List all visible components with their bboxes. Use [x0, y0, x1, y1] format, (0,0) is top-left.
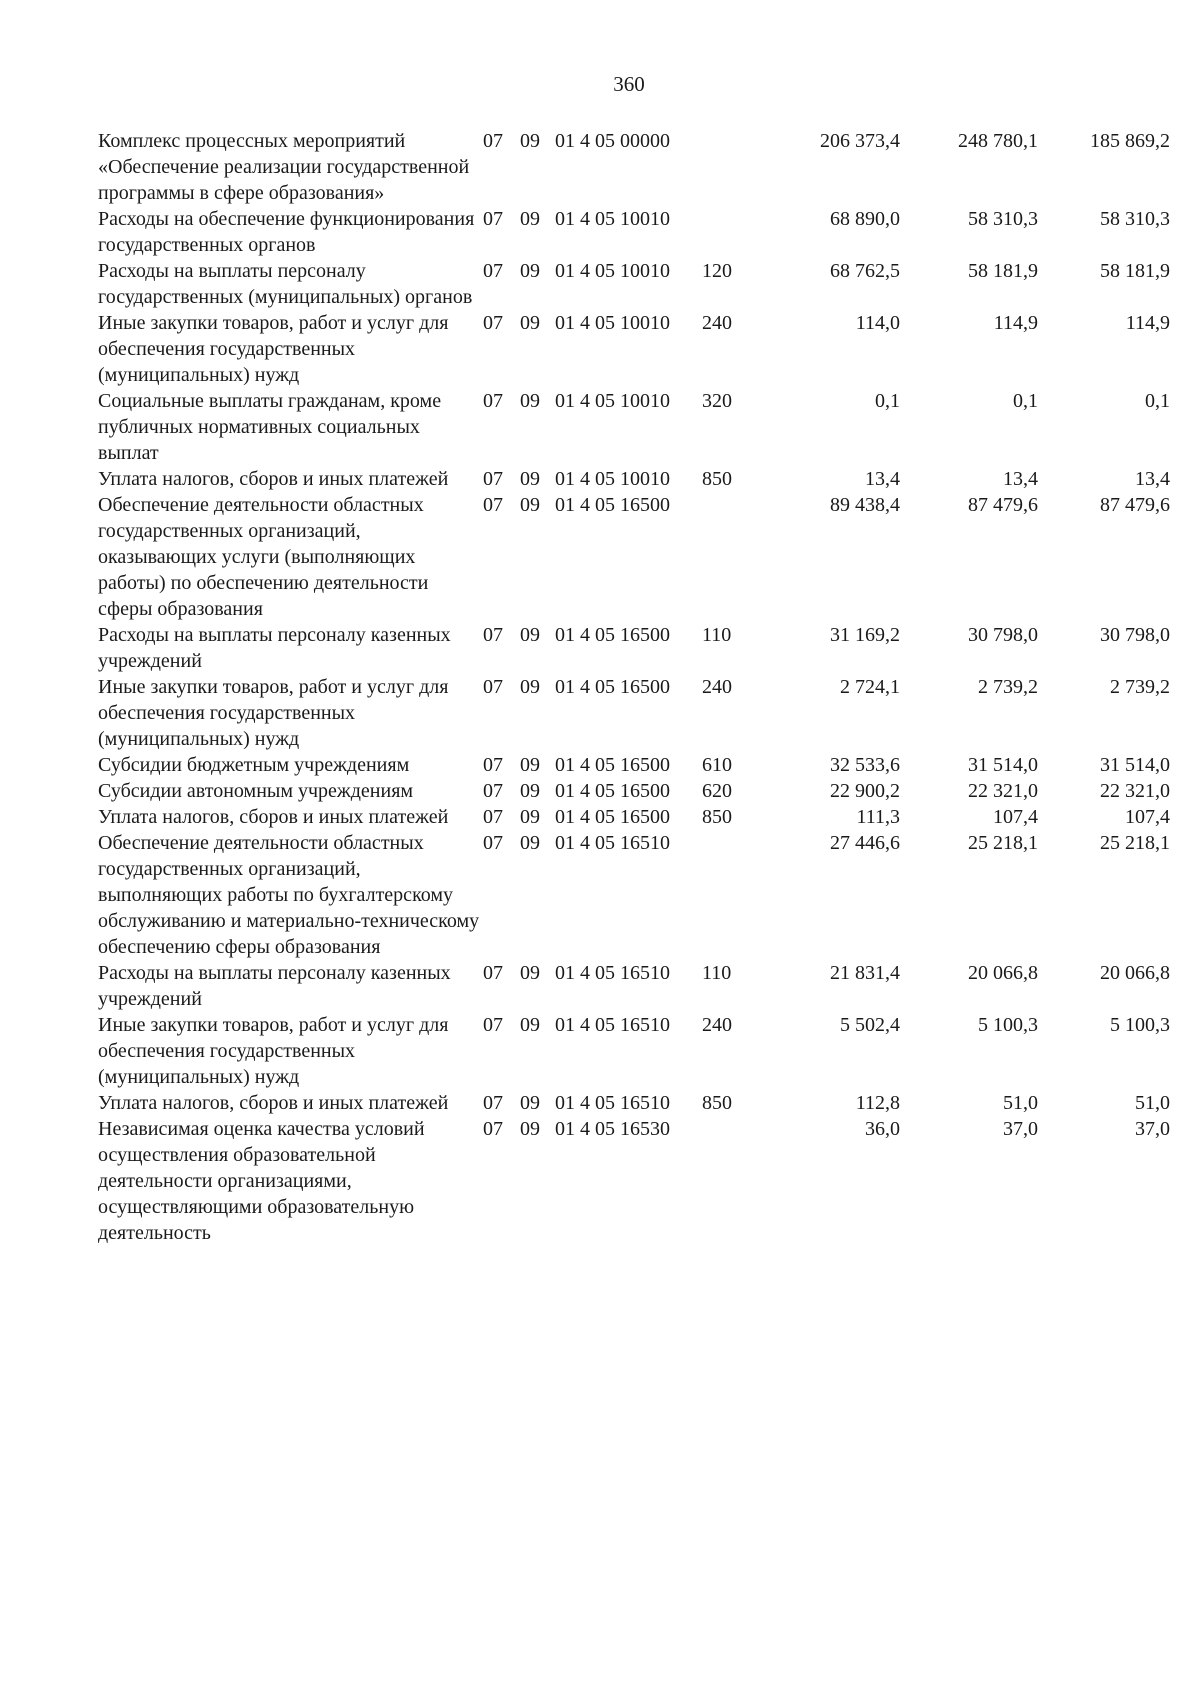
expense-type-code: 610 — [702, 754, 732, 776]
table-row — [98, 310, 1170, 388]
table-row — [98, 674, 1170, 752]
expense-name: Субсидии автономным учреждениям — [98, 780, 414, 802]
amount-year-1: 206 373,4 — [820, 130, 900, 152]
amount-year-2: 5 100,3 — [978, 1014, 1038, 1036]
table-row — [98, 778, 1170, 804]
amount-year-1: 5 502,4 — [840, 1014, 900, 1036]
section-code: 07 — [483, 1014, 503, 1036]
expense-type-code — [702, 206, 757, 258]
section-code: 07 — [483, 624, 503, 646]
target-article-code: 01 4 05 16500 — [555, 624, 670, 646]
target-article-code: 01 4 05 16500 — [555, 494, 670, 516]
amount-year-2: 37,0 — [1003, 1118, 1038, 1140]
table-row — [98, 1012, 1170, 1090]
expense-name: Расходы на выплаты персоналу государственных (муниципальных) органов — [98, 260, 473, 308]
expense-name: Обеспечение деятельности областных государственных организаций, выполняющих работы по бухгалтерскому обслуживанию и материально-техническому обеспечению сферы образования — [98, 832, 480, 958]
amount-year-1: 89 438,4 — [830, 494, 900, 516]
amount-year-1: 2 724,1 — [840, 676, 900, 698]
subsection-code: 09 — [520, 208, 540, 230]
section-code: 07 — [483, 1092, 503, 1114]
amount-year-3: 87 479,6 — [1100, 494, 1170, 516]
amount-year-1: 21 831,4 — [830, 962, 900, 984]
target-article-code: 01 4 05 16500 — [555, 806, 670, 828]
expense-type-code — [702, 830, 757, 960]
expense-type-code: 120 — [702, 260, 732, 282]
expense-name: Иные закупки товаров, работ и услуг для обеспечения государственных (муниципальных) нужд — [98, 676, 449, 750]
section-code: 07 — [483, 260, 503, 282]
subsection-code: 09 — [520, 780, 540, 802]
section-code: 07 — [483, 962, 503, 984]
section-code: 07 — [483, 676, 503, 698]
target-article-code: 01 4 05 16510 — [555, 1092, 670, 1114]
amount-year-3: 22 321,0 — [1100, 780, 1170, 802]
table-row — [98, 752, 1170, 778]
target-article-code: 01 4 05 10010 — [555, 260, 670, 282]
target-article-code: 01 4 05 10010 — [555, 468, 670, 490]
subsection-code: 09 — [520, 624, 540, 646]
expense-name: Уплата налогов, сборов и иных платежей — [98, 1092, 449, 1114]
expense-type-code: 850 — [702, 806, 732, 828]
amount-year-1: 31 169,2 — [830, 624, 900, 646]
amount-year-1: 111,3 — [856, 806, 900, 828]
amount-year-2: 248 780,1 — [958, 130, 1038, 152]
amount-year-2: 13,4 — [1003, 468, 1038, 490]
target-article-code: 01 4 05 10010 — [555, 208, 670, 230]
table-row — [98, 466, 1170, 492]
subsection-code: 09 — [520, 494, 540, 516]
target-article-code: 01 4 05 16510 — [555, 832, 670, 854]
expense-type-code: 850 — [702, 468, 732, 490]
expense-name: Иные закупки товаров, работ и услуг для обеспечения государственных (муниципальных) нужд — [98, 1014, 449, 1088]
table-row — [98, 258, 1170, 310]
subsection-code: 09 — [520, 1118, 540, 1140]
table-row — [98, 1090, 1170, 1116]
amount-year-3: 2 739,2 — [1110, 676, 1170, 698]
expense-type-code: 320 — [702, 390, 732, 412]
subsection-code: 09 — [520, 312, 540, 334]
table-row — [98, 388, 1170, 466]
target-article-code: 01 4 05 16510 — [555, 1014, 670, 1036]
expense-type-code: 110 — [702, 624, 732, 646]
table-row — [98, 492, 1170, 622]
amount-year-1: 112,8 — [855, 1092, 900, 1114]
expense-name: Уплата налогов, сборов и иных платежей — [98, 468, 449, 490]
amount-year-2: 30 798,0 — [968, 624, 1038, 646]
amount-year-2: 87 479,6 — [968, 494, 1038, 516]
amount-year-2: 2 739,2 — [978, 676, 1038, 698]
amount-year-1: 27 446,6 — [830, 832, 900, 854]
subsection-code: 09 — [520, 260, 540, 282]
amount-year-2: 114,9 — [993, 312, 1038, 334]
amount-year-1: 13,4 — [865, 468, 900, 490]
section-code: 07 — [483, 468, 503, 490]
subsection-code: 09 — [520, 468, 540, 490]
expense-name: Социальные выплаты гражданам, кроме публичных нормативных социальных выплат — [98, 390, 442, 464]
amount-year-3: 31 514,0 — [1100, 754, 1170, 776]
target-article-code: 01 4 05 00000 — [555, 130, 670, 152]
amount-year-2: 25 218,1 — [968, 832, 1038, 854]
amount-year-1: 32 533,6 — [830, 754, 900, 776]
subsection-code: 09 — [520, 1092, 540, 1114]
expense-type-code: 850 — [702, 1092, 732, 1114]
amount-year-3: 51,0 — [1135, 1092, 1170, 1114]
subsection-code: 09 — [520, 754, 540, 776]
expense-name: Субсидии бюджетным учреждениям — [98, 754, 410, 776]
expense-type-code: 620 — [702, 780, 732, 802]
expense-type-code: 240 — [702, 312, 732, 334]
amount-year-3: 5 100,3 — [1110, 1014, 1170, 1036]
amount-year-3: 20 066,8 — [1100, 962, 1170, 984]
section-code: 07 — [483, 832, 503, 854]
amount-year-3: 107,4 — [1125, 806, 1170, 828]
target-article-code: 01 4 05 16530 — [555, 1118, 670, 1140]
amount-year-1: 68 890,0 — [830, 208, 900, 230]
section-code: 07 — [483, 312, 503, 334]
section-code: 07 — [483, 208, 503, 230]
amount-year-1: 22 900,2 — [830, 780, 900, 802]
target-article-code: 01 4 05 16500 — [555, 676, 670, 698]
expense-type-code — [702, 128, 757, 206]
section-code: 07 — [483, 806, 503, 828]
amount-year-1: 114,0 — [855, 312, 900, 334]
amount-year-2: 51,0 — [1003, 1092, 1038, 1114]
amount-year-2: 58 181,9 — [968, 260, 1038, 282]
amount-year-2: 58 310,3 — [968, 208, 1038, 230]
amount-year-1: 36,0 — [865, 1118, 900, 1140]
table-row — [98, 1116, 1170, 1246]
amount-year-1: 0,1 — [875, 390, 900, 412]
target-article-code: 01 4 05 16500 — [555, 754, 670, 776]
amount-year-1: 68 762,5 — [830, 260, 900, 282]
amount-year-3: 185 869,2 — [1090, 130, 1170, 152]
target-article-code: 01 4 05 16510 — [555, 962, 670, 984]
subsection-code: 09 — [520, 1014, 540, 1036]
page-number: 360 — [613, 72, 645, 96]
subsection-code: 09 — [520, 962, 540, 984]
subsection-code: 09 — [520, 130, 540, 152]
section-code: 07 — [483, 780, 503, 802]
amount-year-2: 22 321,0 — [968, 780, 1038, 802]
section-code: 07 — [483, 130, 503, 152]
table-row — [98, 830, 1170, 960]
amount-year-3: 58 310,3 — [1100, 208, 1170, 230]
expense-name: Расходы на обеспечение функционирования государственных органов — [98, 208, 475, 256]
subsection-code: 09 — [520, 390, 540, 412]
expense-name: Расходы на выплаты персоналу казенных учреждений — [98, 624, 451, 672]
section-code: 07 — [483, 494, 503, 516]
target-article-code: 01 4 05 10010 — [555, 390, 670, 412]
amount-year-3: 30 798,0 — [1100, 624, 1170, 646]
expense-type-code — [702, 492, 757, 622]
budget-table-body — [98, 128, 1170, 1246]
expense-name: Комплекс процессных мероприятий «Обеспечение реализации государственной программы в сфере образования» — [98, 130, 470, 204]
table-row — [98, 622, 1170, 674]
expense-type-code — [702, 1116, 757, 1246]
subsection-code: 09 — [520, 676, 540, 698]
amount-year-3: 58 181,9 — [1100, 260, 1170, 282]
section-code: 07 — [483, 1118, 503, 1140]
amount-year-3: 114,9 — [1125, 312, 1170, 334]
subsection-code: 09 — [520, 832, 540, 854]
expense-type-code: 240 — [702, 1014, 732, 1036]
section-code: 07 — [483, 754, 503, 776]
expense-name: Независимая оценка качества условий осуществления образовательной деятельности организациями, осуществляющими образовательную деятельность — [98, 1118, 425, 1244]
expense-type-code: 110 — [702, 962, 732, 984]
expense-name: Уплата налогов, сборов и иных платежей — [98, 806, 449, 828]
section-code: 07 — [483, 390, 503, 412]
budget-table — [98, 128, 1170, 1246]
target-article-code: 01 4 05 16500 — [555, 780, 670, 802]
amount-year-2: 107,4 — [993, 806, 1038, 828]
expense-type-code: 240 — [702, 676, 732, 698]
amount-year-3: 37,0 — [1135, 1118, 1170, 1140]
table-row — [98, 804, 1170, 830]
subsection-code: 09 — [520, 806, 540, 828]
table-row — [98, 128, 1170, 206]
amount-year-2: 31 514,0 — [968, 754, 1038, 776]
table-row — [98, 960, 1170, 1012]
amount-year-3: 0,1 — [1145, 390, 1170, 412]
table-row — [98, 206, 1170, 258]
amount-year-2: 20 066,8 — [968, 962, 1038, 984]
expense-name: Иные закупки товаров, работ и услуг для обеспечения государственных (муниципальных) нужд — [98, 312, 449, 386]
amount-year-3: 13,4 — [1135, 468, 1170, 490]
expense-name: Обеспечение деятельности областных государственных организаций, оказывающих услуги (выполняющих работы) по обеспечению деятельности сферы образования — [98, 494, 429, 620]
target-article-code: 01 4 05 10010 — [555, 312, 670, 334]
amount-year-3: 25 218,1 — [1100, 832, 1170, 854]
expense-name: Расходы на выплаты персоналу казенных учреждений — [98, 962, 451, 1010]
amount-year-2: 0,1 — [1013, 390, 1038, 412]
